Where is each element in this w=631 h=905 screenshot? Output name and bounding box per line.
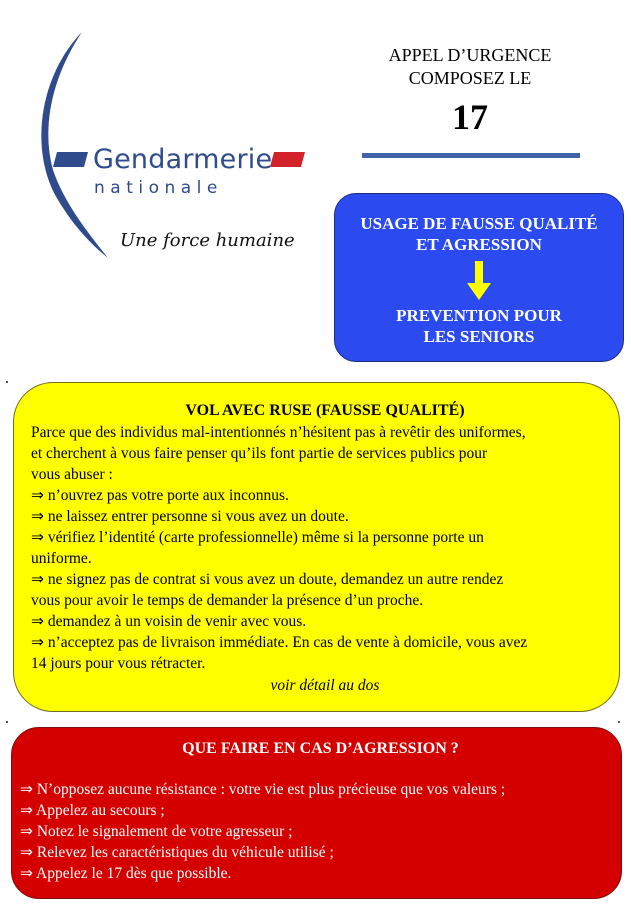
- topic-line-2: ET AGRESSION: [416, 235, 542, 254]
- emergency-divider: [362, 153, 580, 158]
- ruse-line: ⇒ vérifiez l’identité (carte professionnelle) même si la personne porte un: [31, 529, 484, 546]
- aggression-title: QUE FAIRE EN CAS D’AGRESSION ?: [182, 740, 459, 757]
- ruse-line: ⇒ n’acceptez pas de livraison immédiate. En cas de vente à domicile, vous avez: [31, 634, 528, 651]
- ruse-line: uniforme.: [31, 550, 92, 567]
- aggression-item: ⇒ N’opposez aucune résistance : votre vie est plus précieuse que vos valeurs ;: [20, 781, 506, 798]
- emergency-line-1: APPEL D’URGENCE: [388, 45, 552, 65]
- topic-line-1: USAGE DE FAUSSE QUALITÉ: [360, 214, 598, 233]
- margin-mark: [6, 381, 8, 383]
- aggression-section: [11, 727, 622, 899]
- aggression-item: ⇒ Appelez au secours ;: [20, 802, 165, 819]
- ruse-title: VOL AVEC RUSE (FAUSSE QUALITÉ): [185, 402, 465, 419]
- ruse-line: ⇒ ne signez pas de contrat si vous avez un doute, demandez un autre rendez: [31, 571, 504, 588]
- ruse-line: et cherchent à vous faire penser qu’ils font partie de services publics pour: [31, 445, 488, 462]
- logo-motto: Une force humaine: [120, 230, 295, 251]
- topic-box: [334, 193, 624, 362]
- aggression-item: ⇒ Appelez le 17 dès que possible.: [20, 865, 232, 882]
- ruse-line: ⇒ n’ouvrez pas votre porte aux inconnus.: [31, 487, 289, 504]
- arrow-down-icon: [466, 261, 492, 301]
- emergency-number: 17: [452, 97, 488, 137]
- gendarmerie-logo: [20, 20, 320, 303]
- ruse-line: Parce que des individus mal-intentionnés n’hésitent pas à revêtir des uniformes,: [31, 424, 526, 441]
- margin-mark: [618, 721, 620, 723]
- aggression-item: ⇒ Notez le signalement de votre agresseur ;: [20, 823, 293, 840]
- ruse-line: ⇒ demandez à un voisin de venir avec vous.: [31, 613, 307, 630]
- ruse-section: [13, 382, 620, 712]
- ruse-line: ⇒ ne laissez entrer personne si vous avez un doute.: [31, 508, 349, 525]
- emergency-call-block: [355, 44, 585, 138]
- aggression-item: ⇒ Relevez les caractéristiques du véhicule utilisé ;: [20, 844, 334, 861]
- logo-subtitle: nationale: [94, 178, 223, 198]
- ruse-footer-note: voir détail au dos: [270, 677, 380, 694]
- ruse-line: 14 jours pour vous rétracter.: [31, 655, 206, 672]
- emergency-line-2: COMPOSEZ LE: [408, 68, 532, 88]
- logo-brand: Gendarmerie: [93, 144, 273, 175]
- ruse-line: vous abuser :: [31, 466, 113, 483]
- ruse-line: vous pour avoir le temps de demander la présence d’un proche.: [31, 592, 424, 609]
- topic-line-3: PREVENTION POUR: [396, 306, 562, 325]
- topic-line-4: LES SENIORS: [423, 327, 535, 346]
- margin-mark: [6, 721, 8, 723]
